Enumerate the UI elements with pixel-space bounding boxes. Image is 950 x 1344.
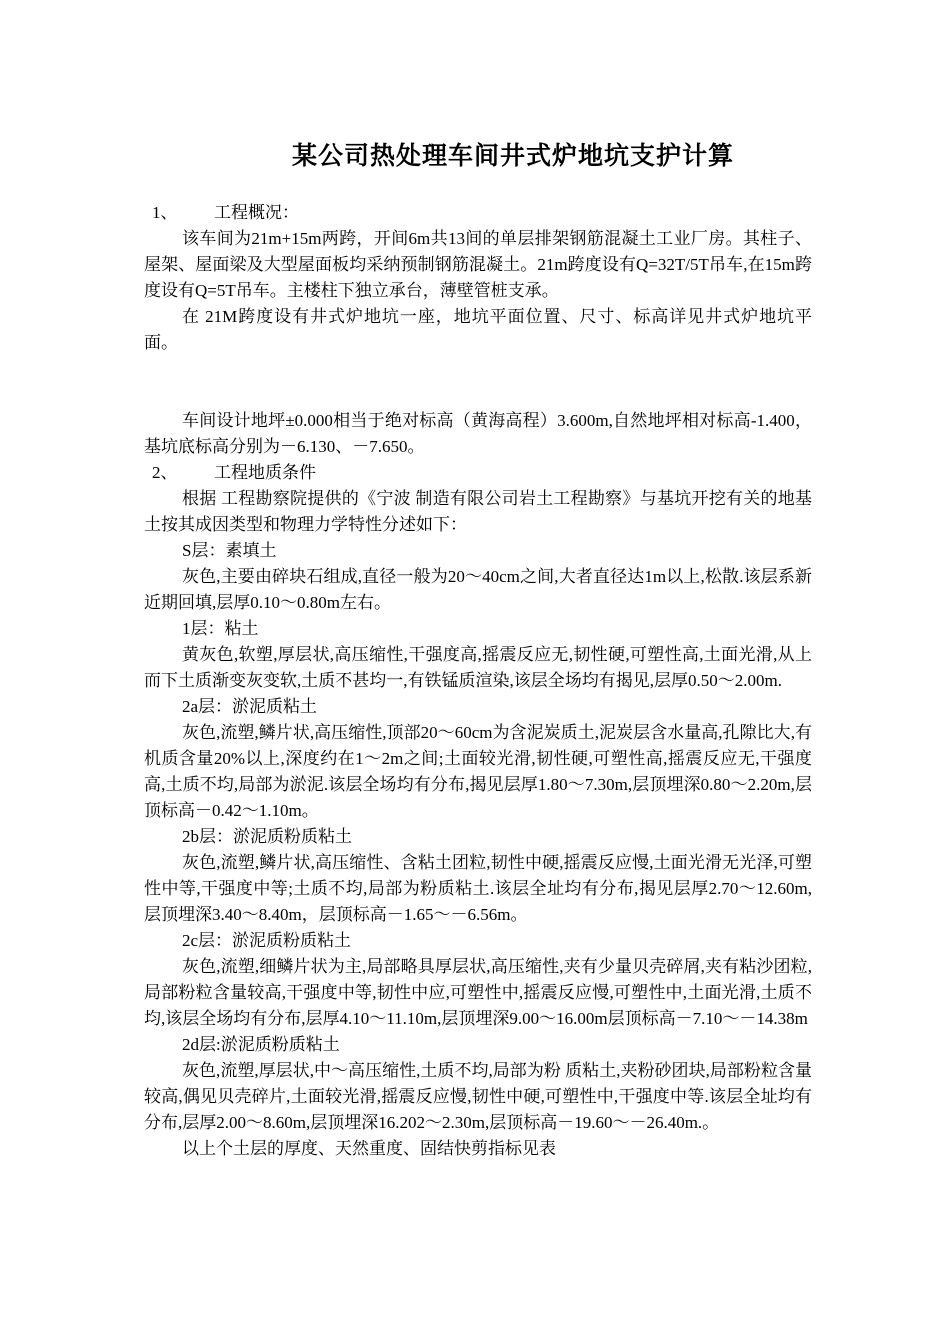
layer-description-2c: 灰色,流塑,细鳞片状为主,局部略具厚层状,高压缩性,夹有少量贝壳碎屑,夹有粘沙团粒,局部粉粒含量较高,干强度中等,韧性中应,可塑性中,摇震反应慢,可塑性中,土面光滑,土质不均,该层全场均有分布,层厚4.10～11.10m,层顶埋深9.00～16.00m层顶标高－7.10～－14.38m	[144, 957, 812, 1028]
section-heading-1	[144, 200, 812, 226]
layer-heading-2a: 2a层：淤泥质粘土	[182, 697, 318, 716]
layer-heading-2d: 2d层:淤泥质粉质粘土	[182, 1035, 340, 1054]
layer-heading-2c: 2c层：淤泥质粉质粘土	[182, 931, 352, 950]
paragraph-survey-intro: 根据 工程勘察院提供的《宁波 制造有限公司岩土工程勘察》与基坑开挖有关的地基土按其成因类型和物理力学特性分述如下：	[144, 489, 812, 534]
paragraph-table-reference: 以上个土层的厚度、天然重度、固结快剪指标见表	[182, 1139, 556, 1158]
layer-description-2d: 灰色,流塑,厚层状,中～高压缩性,土质不均,局部为粉 质粘土,夹粉砂团块,局部粉粒含量较高,偶见贝壳碎片,土面较光滑,摇震反应慢,韧性中硬,可塑性中,干强度中等.该层全址均有分布,层厚2.00～8.60m,层顶埋深16.202～2.30m,层顶标高－19.60～－26.40m.。	[144, 1061, 812, 1132]
section-number: 1、	[152, 203, 178, 222]
layer-description-2b: 灰色,流塑,鳞片状,高压缩性、含粘土团粒,韧性中硬,摇震反应慢,土面光滑无光泽,可塑性中等,干强度中等;土质不均,局部为粉质粘土.该层全址均有分布,揭见层厚2.70～12.60m,层顶埋深3.40～8.40m，层顶标高－1.65～－6.56m。	[144, 853, 812, 924]
document-title: 某公司热处理车间井式炉地坑支护计算	[291, 141, 734, 170]
layer-description-s: 灰色,主要由碎块石组成,直径一般为20～40cm之间,大者直径达1m以上,松散.该层系新近期回填,层厚0.10～0.80m左右。	[144, 567, 812, 612]
section-label: 工程概况：	[214, 203, 299, 222]
section-label: 工程地质条件	[214, 463, 316, 482]
layer-description-1: 黄灰色,软塑,厚层状,高压缩性,干强度高,摇震反应无,韧性硬,可塑性高,土面光滑,从上而下土质渐变灰变软,土质不甚均一,有铁锰质渲染,该层全场均有揭见,层厚0.50～2.00m.	[144, 645, 812, 690]
layer-heading-1: 1层：粘土	[182, 619, 259, 638]
layer-description-2a: 灰色,流塑,鳞片状,高压缩性,顶部20～60cm为含泥炭质土,泥炭层含水量高,孔隙比大,有机质含量20%以上,深度约在1～2m之间;土面较光滑,韧性硬,可塑性高,摇震反应无,干强度高,土质不均,局部为淤泥.该层全场均有分布,揭见层厚1.80～7.30m,层顶埋深0.80～2.20m,层顶标高－0.42～1.10m。	[144, 723, 812, 820]
layer-heading-s: S层：素填土	[182, 541, 277, 560]
paragraph-overview: 该车间为21m+15m两跨，开间6m共13间的单层排架钢筋混凝土工业厂房。其柱子、屋架、屋面梁及大型屋面板均采纳预制钢筋混凝土。21m跨度设有Q=32T/5T吊车,在15m跨度设有Q=5T吊车。主楼柱下独立承台，薄壁管桩支承。	[144, 229, 812, 300]
section-number: 2、	[152, 463, 178, 482]
section-heading-2	[144, 460, 812, 486]
layer-heading-2b: 2b层：淤泥质粉质粘土	[182, 827, 352, 846]
paragraph-pit-location: 在 21M跨度设有井式炉地坑一座，地坑平面位置、尺寸、标高详见井式炉地坑平面。	[144, 307, 812, 352]
paragraph-elevation: 车间设计地坪±0.000相当于绝对标高（黄海高程）3.600m,自然地坪相对标高-1.400，基坑底标高分别为－6.130、－7.650。	[144, 411, 812, 456]
document-body	[144, 200, 812, 1162]
blank-space	[144, 356, 812, 408]
